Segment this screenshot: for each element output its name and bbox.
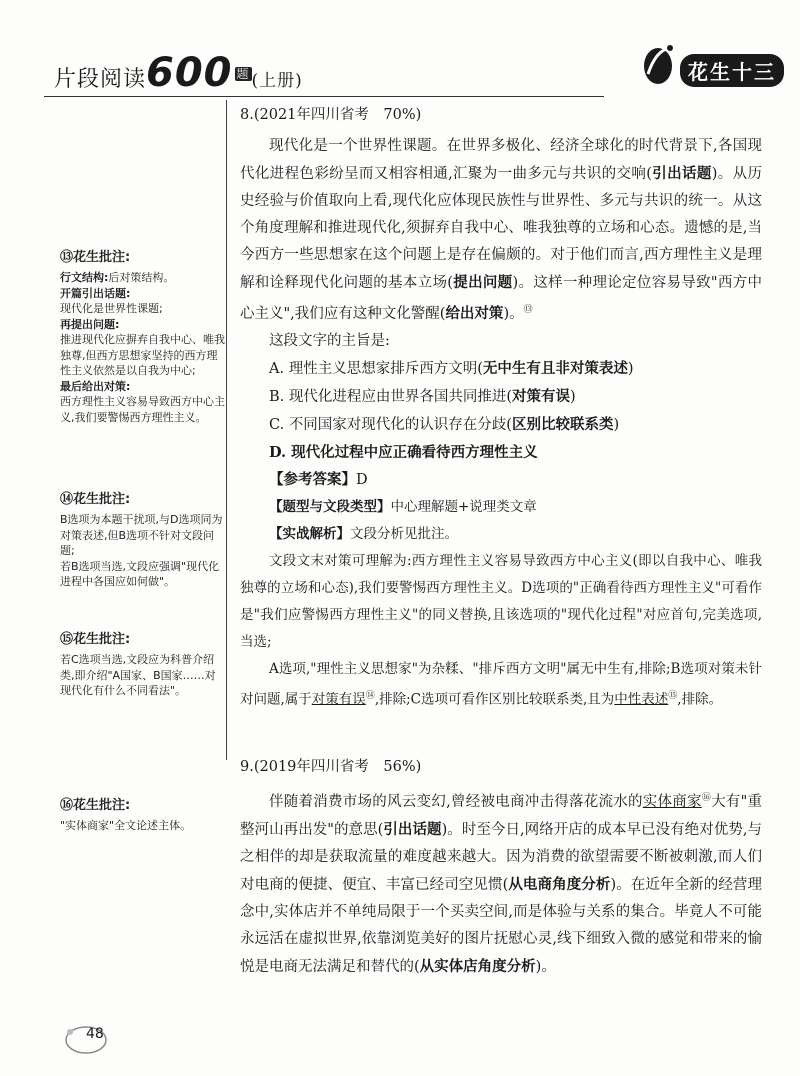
- note-title: ⑮花生批注:: [60, 632, 131, 647]
- analysis-paragraph: A选项,"理性主义思想家"为杂糅、"排斥西方文明"属无中生有,排除;B选项对策未针对问题,属于对策有误⑭,排除;C选项可看作区别比较联系类,且为中性表述⑮,排除。: [240, 660, 762, 708]
- note-line: 推进现代化应摒弃自我中心、唯我独尊,但西方思想家坚持的西方理性主义依然是以自我为中心;: [60, 333, 225, 377]
- title-unit: 题: [236, 66, 250, 81]
- title-prefix: 片段阅读: [54, 67, 147, 92]
- note-title: ⑯花生批注:: [60, 798, 131, 813]
- option-a: A. 理性主义思想家排斥西方文明(无中生有且非对策表述): [269, 359, 634, 377]
- annotation-tag: 引出话题: [383, 820, 442, 838]
- note-line: 若C选项当选,文段应为科普介绍类,即介绍"A国家、B国家……对现代化有什么不同看法"。: [60, 653, 216, 697]
- header-divider: [44, 96, 604, 97]
- question-type: 【题型与文段类型】中心理解题+说理类文章: [269, 498, 537, 515]
- side-note-13: [60, 248, 225, 425]
- page-number: 48: [86, 1026, 104, 1042]
- note-line: 最后给出对策:: [60, 379, 131, 393]
- title-number: 600: [146, 50, 233, 96]
- question-heading: 9.(2019年四川省考 56%): [240, 759, 422, 775]
- question-9: [240, 754, 762, 981]
- note-line: 现代化是世界性课题;: [60, 302, 163, 315]
- column-divider: [226, 100, 227, 760]
- option-d: D. 现代化过程中应正确看待西方理性主义: [269, 443, 538, 461]
- annotation-tag: 给出对策: [445, 304, 504, 322]
- peanut-logo-icon: [636, 40, 684, 88]
- analysis-heading: 【实战解析】文段分析见批注。: [269, 525, 458, 542]
- note-line: 西方理性主义容易导致西方中心主义,我们要警惕西方理性主义。: [60, 395, 225, 424]
- brand-name: 花生十三: [680, 54, 784, 87]
- passage: 现代化是一个世界性课题。在世界多极化、经济全球化的时代背景下,各国现代化进程色彩纷呈而又相容相通,汇聚为一曲多元与共识的交响(引出话题)。从历史经验与价值取向上看,现代化应体现民族性与世界性、多元与共识的统一。从这个角度理解和推进现代化,须摒弃自我中心、唯我独尊的立场和心态。遗憾的是,当今西方一些思想家在这个问题上是存在偏颇的。对于他们而言,西方理性主义是理解和诠释现代化问题的基本立场(提出问题)。这样一种理论定位容易导致"西方中心主义",我们应有这种文化警醒(给出对策)。⑬: [240, 138, 763, 322]
- note-title: ⑭花生批注:: [60, 492, 131, 507]
- annotation-tag: 从实体店角度分析: [419, 957, 536, 975]
- option-c: C. 不同国家对现代化的认识存在分歧(区别比较联系类): [269, 415, 620, 433]
- note-line: "实体商家"全文论述主体。: [60, 819, 192, 832]
- question-8: [240, 102, 762, 713]
- side-note-14: [60, 490, 225, 590]
- passage: 伴随着消费市场的风云变幻,曾经被电商冲击得落花流水的实体商家⑯大有"重整河山再出发"的意思(引出话题)。时至今日,网络开店的成本早已没有绝对优势,与之相伴的却是获取流量的难度越来越大。因为消费的欲望需要不断被刺激,而人们对电商的便捷、便宜、丰富已经司空见惯(从电商角度分析)。在近年全新的经营理念中,实体店并不单纯局限于一个买卖空间,而是体验与关系的集合。毕竟人不可能永远活在虚拟世界,依靠浏览美好的图片抚慰心灵,线下细致入微的感觉和带来的愉悦是电商无法满足和替代的(从实体店角度分析)。: [240, 793, 763, 975]
- annotation-tag: 引出话题: [651, 165, 712, 182]
- question-stem: 这段文字的主旨是:: [269, 332, 390, 349]
- note-line: 若B选项当选,文段应强调"现代化进程中各国应如何做"。: [60, 559, 220, 588]
- answer: 【参考答案】D: [269, 470, 368, 488]
- title-volume: (上册): [251, 71, 303, 91]
- side-note-16: [60, 796, 225, 834]
- side-note-15: [60, 630, 225, 699]
- book-title: [54, 50, 303, 96]
- page-header: [44, 40, 776, 100]
- note-line: B选项为本题干扰项,与D选项同为对策表述,但B选项不针对文段问题;: [60, 513, 223, 557]
- note-line: 再提出问题:: [60, 317, 120, 331]
- note-line: 开篇引出话题:: [60, 286, 131, 300]
- note-title: ⑬花生批注:: [60, 250, 131, 265]
- analysis-paragraph: 文段文末对策可理解为:西方理性主义容易导致西方中心主义(即以自我中心、唯我独尊的立场和心态),我们要警惕西方理性主义。D选项的"正确看待西方理性主义"可看作是"我们应警惕西方理性主义"的同义替换,且该选项的"现代化过程"对应首句,完美选项,当选;: [240, 552, 762, 650]
- annotation-tag: 提出问题: [452, 274, 513, 291]
- annotation-tag: 从电商角度分析: [508, 875, 611, 893]
- brand-badge: [636, 40, 786, 90]
- note-line: 行文结构:后对策结构。: [60, 271, 175, 284]
- question-heading: 8.(2021年四川省考 70%): [240, 107, 422, 123]
- option-b: B. 现代化进程应由世界各国共同推进(对策有误): [269, 387, 576, 405]
